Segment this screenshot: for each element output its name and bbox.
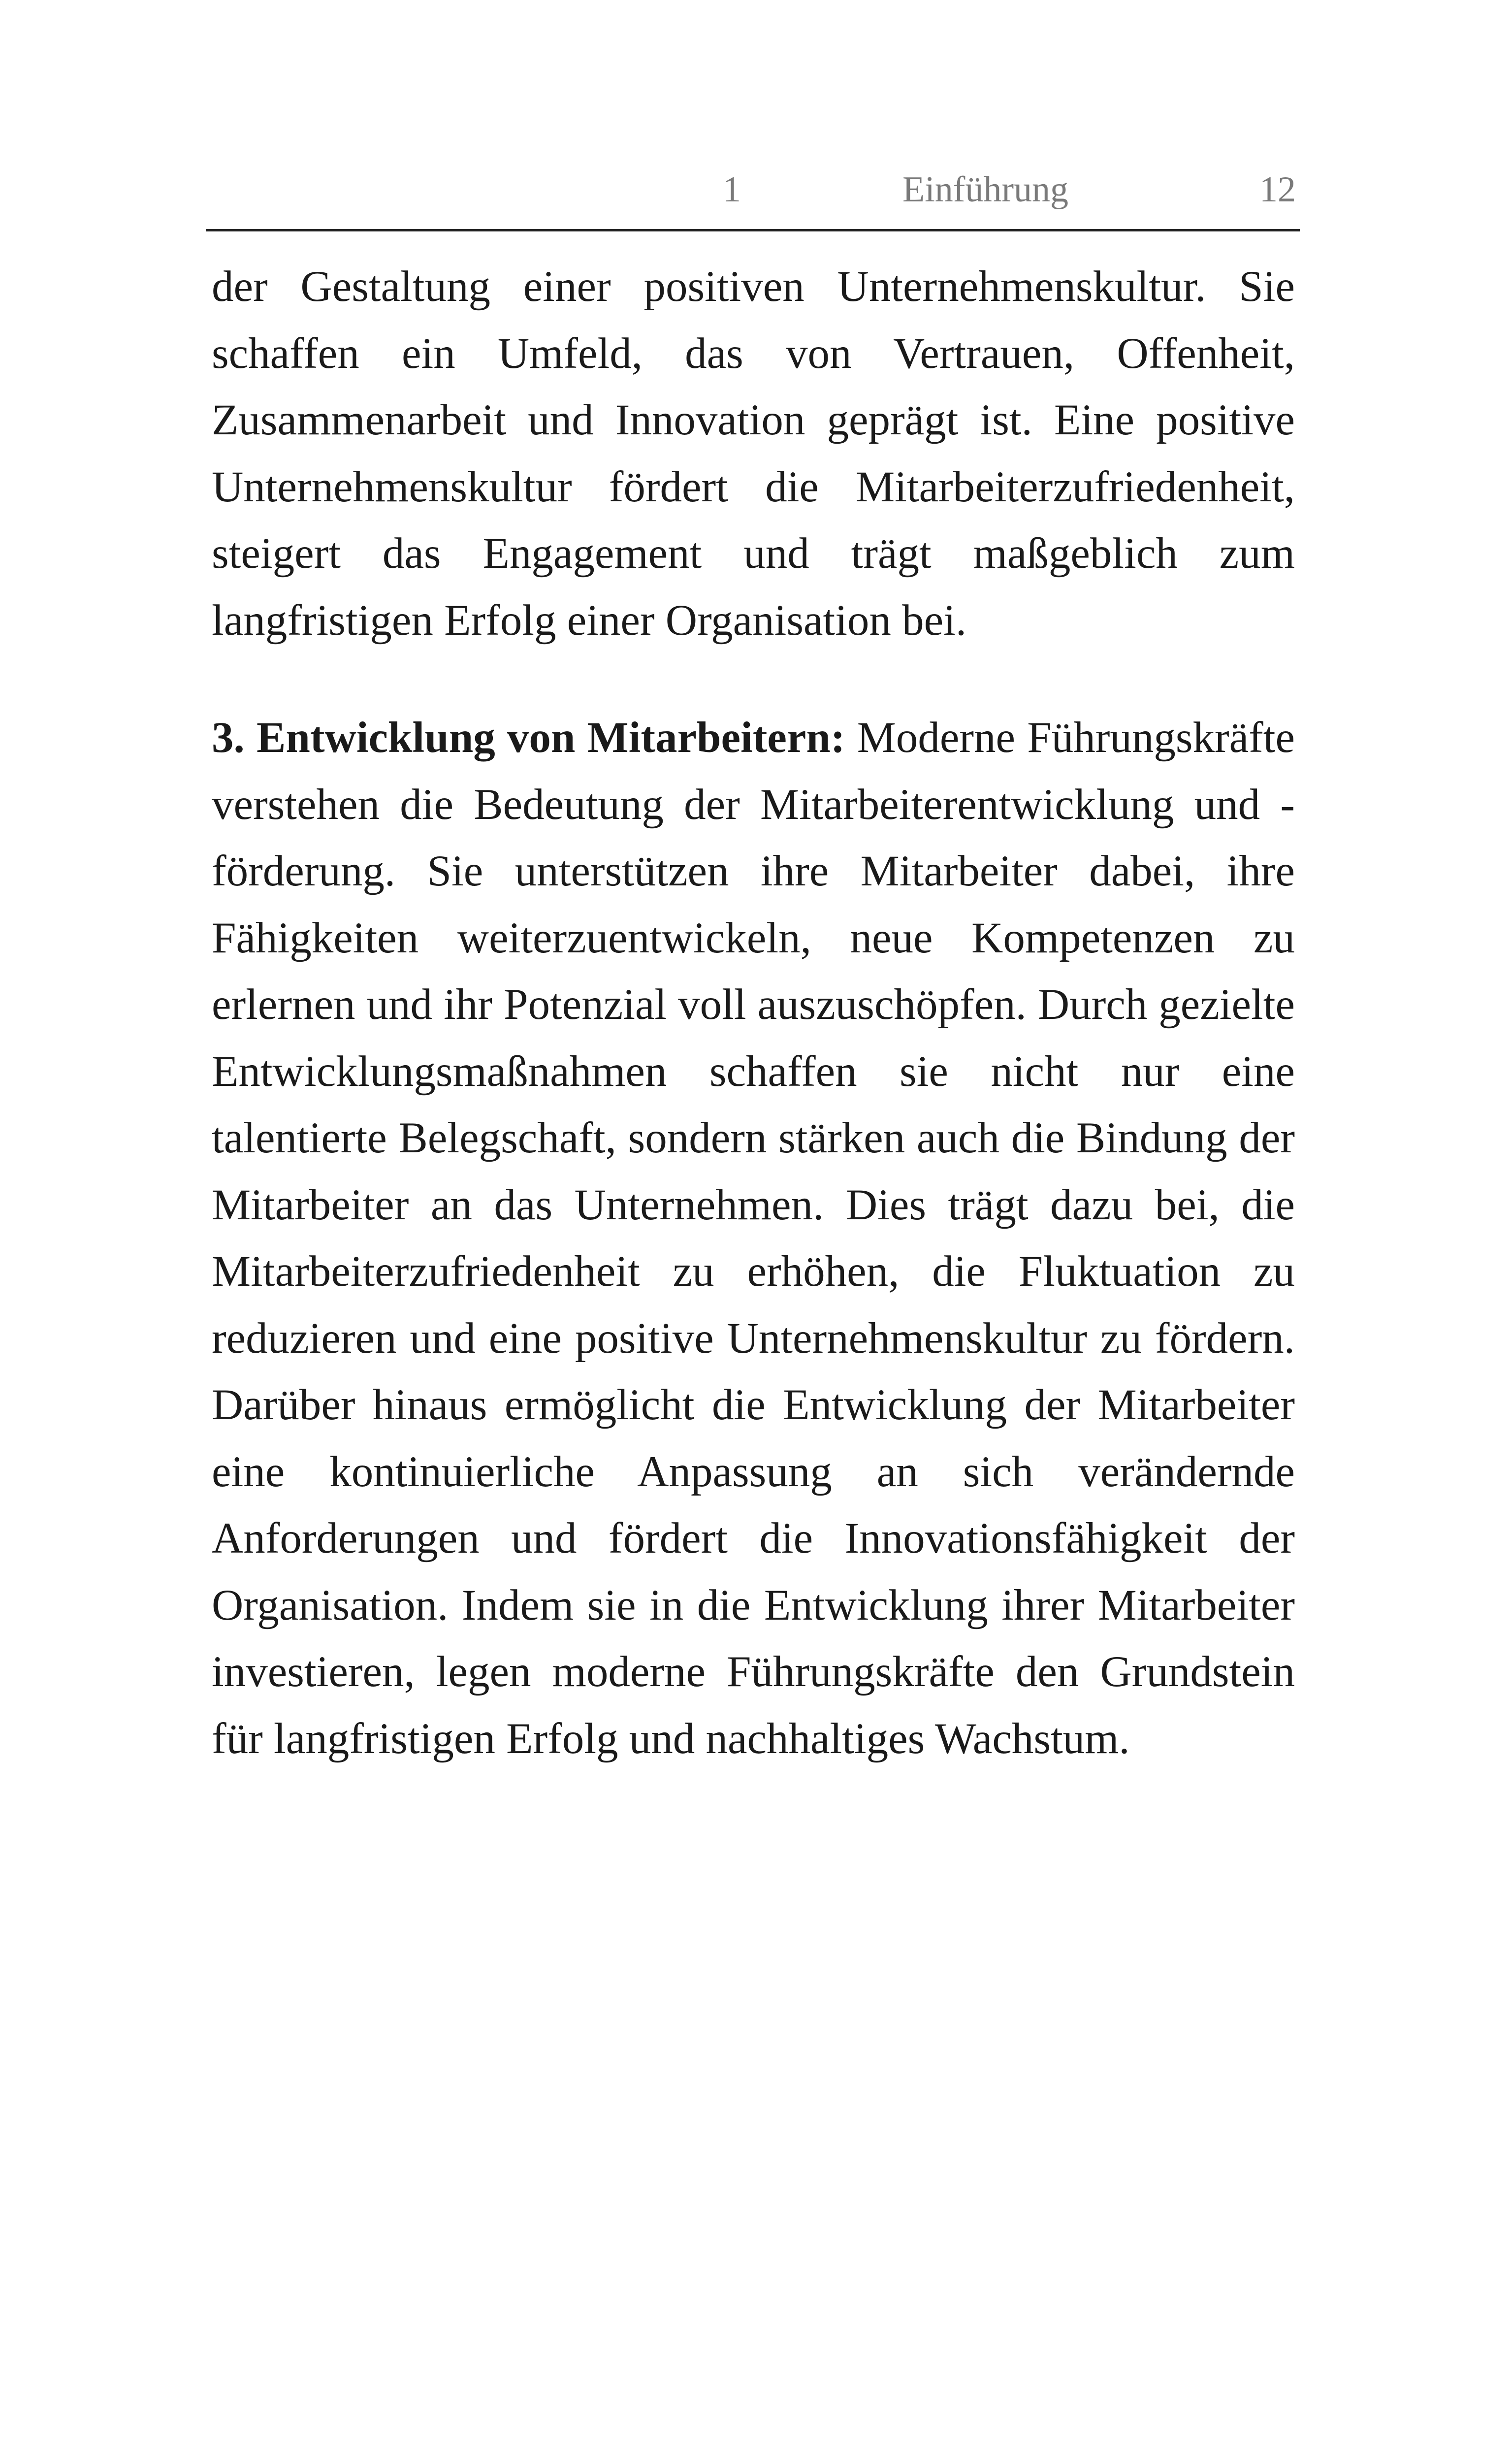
paragraph-mitarbeiterentwicklung xyxy=(212,705,1295,1772)
running-header xyxy=(206,165,1300,231)
paragraph-unternehmenskultur: der Gestaltung einer positiven Unternehmenskultur. Sie schaffen ein Umfeld, das von Vertrauen, Offenheit, Zusammenarbeit und Innovation geprägt ist. Eine positive Unternehmenskultur fördert die Mitarbeiterzufriedenheit, steigert das Engagement und trägt maßgeblich zum langfristigen Erfolg einer Organisation bei. xyxy=(212,262,1295,645)
chapter-title: Einführung xyxy=(902,169,1069,210)
section-body: Moderne Führungskräfte verstehen die Bedeutung der Mitarbeiterentwicklung und -förderung. Sie unterstützen ihre Mitarbeiter dabei, ihre Fähigkeiten weiterzuentwickeln, neue Kompetenzen zu erlernen und ihr Potenzial voll auszuschöpfen. Durch gezielte Entwicklungsmaßnahmen schaffen sie nicht nur eine talentierte Belegschaft, sondern stärken auch die Bindung der Mitarbeiter an das Unternehmen. Dies trägt dazu bei, die Mitarbeiterzufriedenheit zu erhöhen, die Fluktuation zu reduzieren und eine positive Unternehmenskultur zu fördern. Darüber hinaus ermöglicht die Entwicklung der Mitarbeiter eine kontinuierliche Anpassung an sich verändernde Anforderungen und fördert die Innovationsfähigkeit der Organisation. Indem sie in die Entwicklung ihrer Mitarbeiter investieren, legen moderne Führungskräfte den Grundstein für langfristigen Erfolg und nachhaltiges Wachstum. xyxy=(212,714,1295,1763)
section-heading: 3. Entwicklung von Mitarbeitern: xyxy=(212,714,845,762)
page-number: 12 xyxy=(1259,169,1296,210)
chapter-number: 1 xyxy=(723,169,741,210)
